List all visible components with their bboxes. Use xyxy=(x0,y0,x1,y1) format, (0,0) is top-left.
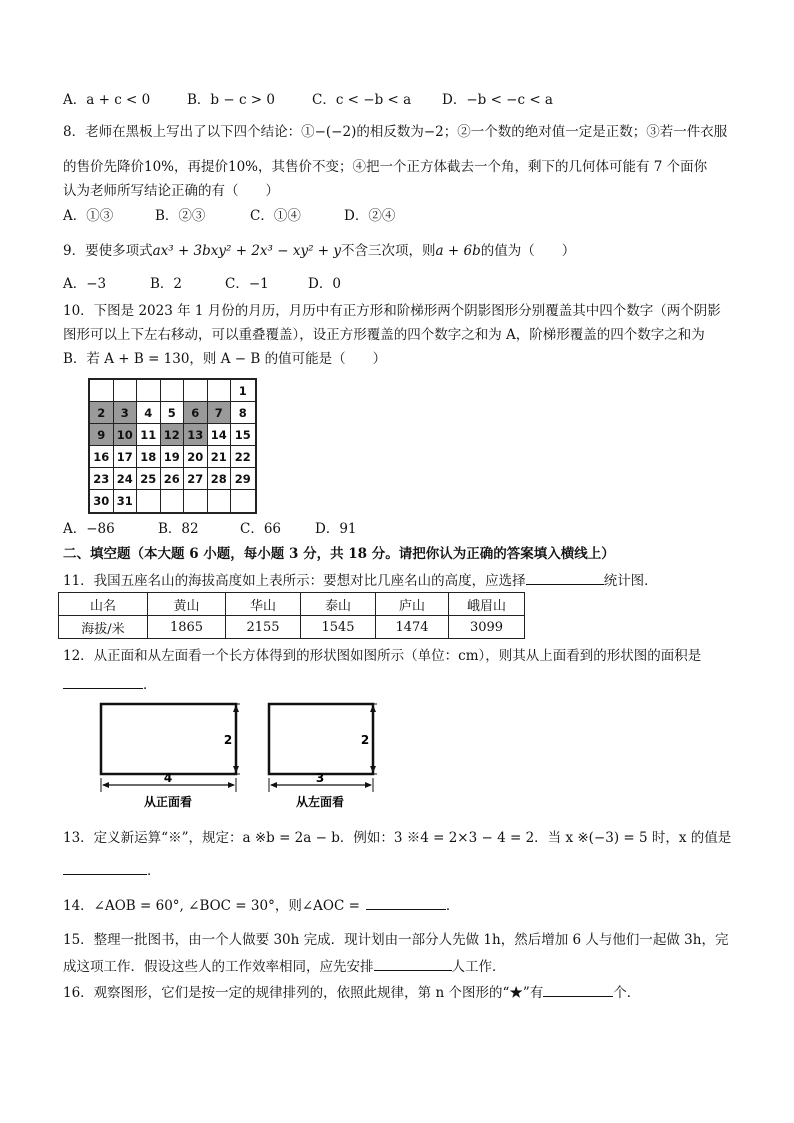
calendar-cell xyxy=(231,490,255,512)
q16-text-post: 个． xyxy=(613,985,641,1001)
table-cell: 华山 xyxy=(226,593,301,616)
calendar-cell: 14 xyxy=(208,424,232,446)
calendar-figure xyxy=(88,378,257,514)
q10-option-b: B．82 xyxy=(158,521,199,537)
q8-line-1: 8．老师在黑板上写出了以下四个结论：①−(−2)的相反数为−2；②一个数的绝对值一定是正数；③若一件衣服 xyxy=(63,124,728,140)
calendar-cell: 10 xyxy=(114,424,138,446)
q14-text-post: ． xyxy=(445,898,460,914)
q9-option-d: D．0 xyxy=(308,276,341,292)
q10-option-a: A．−86 xyxy=(63,521,115,537)
calendar-cell: 17 xyxy=(114,446,138,468)
q9-expression: a + 6b xyxy=(435,243,481,259)
q15-line-2 xyxy=(63,956,506,976)
q8-option-d: D．②④ xyxy=(344,208,396,224)
calendar-cell: 9 xyxy=(90,424,114,446)
calendar-cell: 24 xyxy=(114,468,138,490)
calendar-cell: 26 xyxy=(161,468,185,490)
calendar-cell: 4 xyxy=(137,402,161,424)
q15-text-post: 人工作． xyxy=(451,959,506,975)
q7-option-b: B．b − c > 0 xyxy=(187,92,276,108)
table-cell: 2155 xyxy=(226,616,301,639)
left-height-label: 2 xyxy=(360,733,370,747)
front-height-label: 2 xyxy=(223,733,233,747)
q7-option-a: A．a + c < 0 xyxy=(63,92,151,108)
q9-text-pre: 9．要使多项式 xyxy=(63,243,153,259)
q7-option-d: D．−b < −c < a xyxy=(442,92,553,108)
q9-text-post: 的值为（ ） xyxy=(480,243,576,259)
table-cell: 庐山 xyxy=(376,593,449,616)
q12-views-figure xyxy=(95,698,385,810)
table-cell: 泰山 xyxy=(301,593,376,616)
calendar-cell xyxy=(184,380,208,402)
calendar-cell: 31 xyxy=(114,490,138,512)
table-cell: 3099 xyxy=(449,616,525,639)
q13-text-post: ． xyxy=(147,863,161,879)
calendar-cell: 12 xyxy=(161,424,185,446)
q8-option-b: B．②③ xyxy=(155,208,206,224)
calendar-cell: 25 xyxy=(137,468,161,490)
q9-option-c: C．−1 xyxy=(225,276,269,292)
q9-text-mid: 不含三次项，则 xyxy=(341,243,436,259)
table-row xyxy=(59,616,525,639)
q8-line-2: 的售价先降价10%，再提价10%，其售价不变；④把一个正方体截去一个角，剩下的几何体可能有 7 个面你 xyxy=(63,159,708,175)
calendar-cell: 13 xyxy=(184,424,208,446)
q15-text-pre: 成这项工作．假设这些人的工作效率相同，应先安排 xyxy=(63,959,374,975)
q16-stem xyxy=(63,982,640,1002)
q7-option-c: C．c < −b < a xyxy=(312,92,412,108)
q13-line-2 xyxy=(63,860,161,880)
q10-line-1: 10．下图是 2023 年 1 月份的月历，月历中有正方形和阶梯形两个阴影图形分别覆盖其中四个数字（两个阴影 xyxy=(63,303,721,319)
q16-answer-blank[interactable] xyxy=(543,982,613,997)
table-cell: 海拔/米 xyxy=(59,616,148,639)
calendar-cell: 2 xyxy=(90,402,114,424)
q12-text-post: ． xyxy=(143,677,157,693)
calendar-cell: 8 xyxy=(231,402,255,424)
calendar-cell: 27 xyxy=(184,468,208,490)
calendar-cell: 1 xyxy=(231,380,255,402)
front-view-rectangle xyxy=(101,704,236,774)
q15-line-1: 15．整理一批图书，由一个人做要 30h 完成．现计划由一部分人先做 1h，然后增加 6 人与他们一起做 3h，完 xyxy=(63,932,729,948)
q11-text-pre: 11．我国五座名山的海拔高度如上表所示：要想对比几座名山的高度，应选择 xyxy=(63,573,526,589)
calendar-cell: 3 xyxy=(114,402,138,424)
calendar-cell: 28 xyxy=(208,468,232,490)
calendar-cell xyxy=(161,380,185,402)
calendar-cell xyxy=(137,490,161,512)
section-2-title: 二、填空题（本大题 6 小题，每小题 3 分，共 18 分。请把你认为正确的答案填入横线上） xyxy=(63,546,615,562)
q11-answer-blank[interactable] xyxy=(526,570,604,585)
calendar-cell: 23 xyxy=(90,468,114,490)
calendar-cell: 16 xyxy=(90,446,114,468)
q8-option-a: A．①③ xyxy=(63,208,114,224)
calendar-cell: 21 xyxy=(208,446,232,468)
mountain-height-table xyxy=(58,592,525,639)
calendar-cell: 22 xyxy=(231,446,255,468)
front-view-caption: 从正面看 xyxy=(143,795,193,809)
calendar-cell: 30 xyxy=(90,490,114,512)
q14-text: 14．∠AOB = 60°, ∠BOC = 30°，则∠AOC = xyxy=(63,898,360,914)
calendar-cell: 29 xyxy=(231,468,255,490)
q12-answer-blank[interactable] xyxy=(63,674,143,689)
q12-line-2 xyxy=(63,674,157,694)
q8-option-c: C．①④ xyxy=(250,208,301,224)
calendar-cell xyxy=(208,380,232,402)
q10-line-3: B．若 A + B = 130，则 A − B 的值可能是（ ） xyxy=(63,351,387,367)
left-width-label: 3 xyxy=(315,771,325,785)
q9-option-a: A．−3 xyxy=(63,276,107,292)
calendar-cell: 15 xyxy=(231,424,255,446)
calendar-cell xyxy=(90,380,114,402)
calendar-cell: 19 xyxy=(161,446,185,468)
q14-stem xyxy=(63,895,459,915)
q10-option-c: C．66 xyxy=(240,521,282,537)
calendar-cell: 20 xyxy=(184,446,208,468)
q10-option-d: D．91 xyxy=(315,521,357,537)
left-view-rectangle xyxy=(269,704,373,774)
left-view-caption: 从左面看 xyxy=(295,795,345,809)
q16-text-pre: 16．观察图形，它们是按一定的规律排列的，依照此规律，第 n 个图形的“★”有 xyxy=(63,985,544,1001)
calendar-cell: 11 xyxy=(137,424,161,446)
q11-stem xyxy=(63,570,658,590)
calendar-cell: 7 xyxy=(208,402,232,424)
table-cell: 1865 xyxy=(148,616,226,639)
calendar-cell: 5 xyxy=(161,402,185,424)
q9-stem xyxy=(63,242,575,260)
q14-answer-blank[interactable] xyxy=(366,895,446,910)
table-header-row xyxy=(59,593,525,616)
q11-text-post: 统计图． xyxy=(603,573,658,589)
table-cell: 黄山 xyxy=(148,593,226,616)
calendar-cell xyxy=(184,490,208,512)
calendar-cell: 6 xyxy=(184,402,208,424)
calendar-cell xyxy=(208,490,232,512)
calendar-cell xyxy=(161,490,185,512)
table-cell: 1545 xyxy=(301,616,376,639)
q9-polynomial: ax³ + 3bxy² + 2x³ − xy² + y xyxy=(152,243,342,259)
calendar-cell: 18 xyxy=(137,446,161,468)
q12-line-1: 12．从正面和从左面看一个长方体得到的形状图如图所示（单位：cm），则其从上面看到的形状图的面积是 xyxy=(63,648,702,664)
table-cell: 山名 xyxy=(59,593,148,616)
q13-answer-blank[interactable] xyxy=(63,860,147,875)
table-cell: 1474 xyxy=(376,616,449,639)
q9-option-b: B．2 xyxy=(150,276,183,292)
q15-answer-blank[interactable] xyxy=(374,956,452,971)
q8-line-3: 认为老师所写结论正确的有（ ） xyxy=(63,183,279,199)
table-cell: 峨眉山 xyxy=(449,593,525,616)
q10-line-2: 图形可以上下左右移动，可以重叠覆盖），设正方形覆盖的四个数字之和为 A，阶梯形覆盖的四个数字之和为 xyxy=(63,327,705,343)
q13-line-1: 13．定义新运算“※”，规定：a ※b = 2a − b．例如：3 ※4 = 2×3 − 4 = 2．当 x ※(−3) = 5 时，x 的值是 xyxy=(63,830,732,846)
front-width-label: 4 xyxy=(163,771,173,785)
calendar-cell xyxy=(137,380,161,402)
calendar-cell xyxy=(114,380,138,402)
